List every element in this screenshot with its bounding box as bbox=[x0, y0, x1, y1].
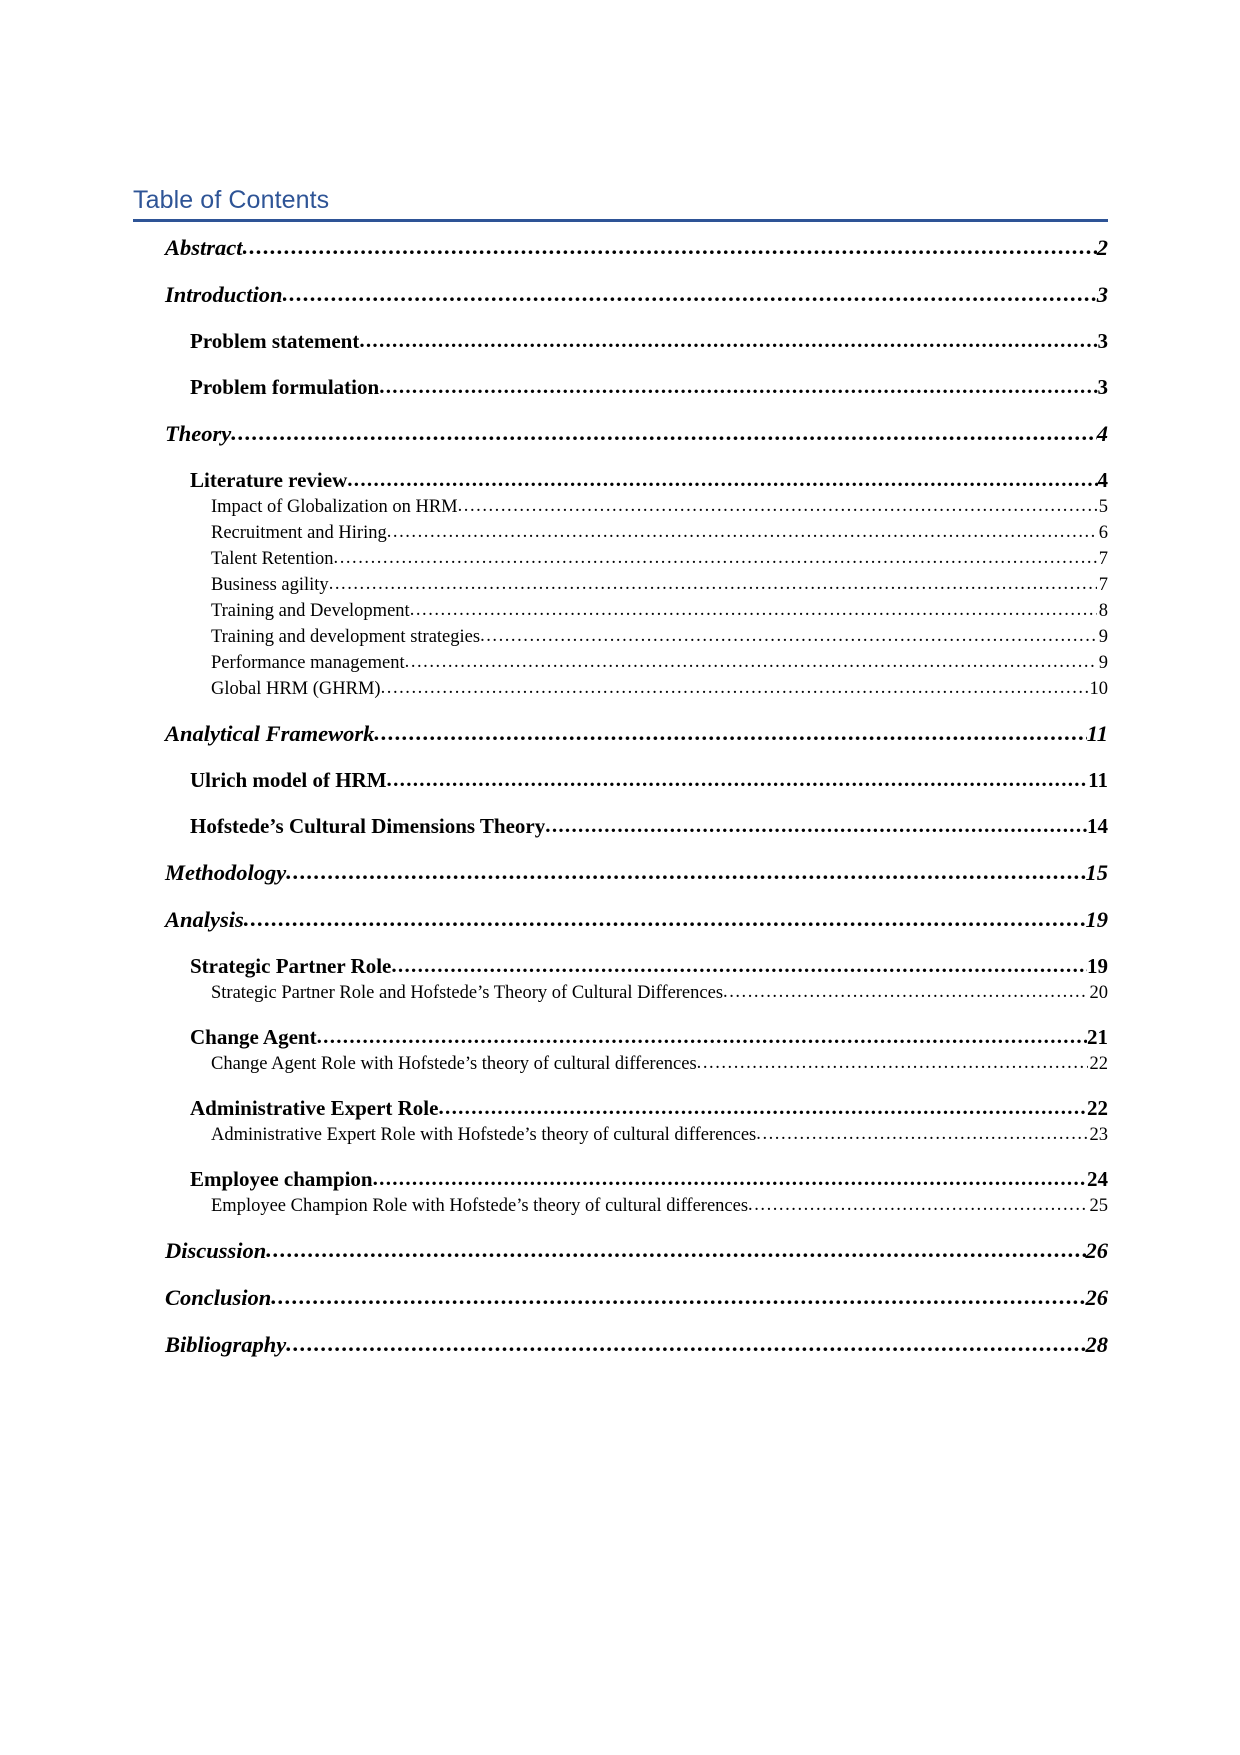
toc-entry[interactable] bbox=[165, 1238, 1108, 1264]
title-divider bbox=[133, 219, 1108, 222]
toc-entry[interactable] bbox=[190, 768, 1108, 793]
toc-leader-dots bbox=[329, 574, 1097, 595]
toc-entry-label: Recruitment and Hiring bbox=[211, 522, 387, 543]
toc-entry-label: Change Agent Role with Hofstede’s theory of cultural differences bbox=[211, 1053, 697, 1074]
toc-leader-dots bbox=[286, 859, 1085, 885]
toc-entry-page-number: 8 bbox=[1098, 600, 1108, 621]
toc-entry[interactable] bbox=[190, 375, 1108, 400]
toc-entry[interactable] bbox=[211, 1196, 1108, 1217]
toc-entry-page-number: 25 bbox=[1089, 1195, 1108, 1216]
toc-entry-label: Problem statement bbox=[190, 328, 360, 353]
toc-entry-label: Global HRM (GHRM) bbox=[211, 678, 381, 699]
toc-entry-page-number: 11 bbox=[1088, 767, 1108, 792]
toc-entry-label: Abstract bbox=[165, 234, 243, 260]
toc-leader-dots bbox=[317, 1024, 1087, 1049]
toc-entry-label: Theory bbox=[165, 420, 232, 446]
toc-entry-page-number: 3 bbox=[1096, 281, 1108, 307]
toc-leader-dots bbox=[334, 548, 1097, 569]
toc-entry-page-number: 3 bbox=[1097, 374, 1108, 399]
toc-entry-page-number: 6 bbox=[1098, 522, 1108, 543]
toc-entry-page-number: 14 bbox=[1087, 813, 1108, 838]
toc-entry-page-number: 5 bbox=[1098, 496, 1108, 517]
toc-entry-page-number: 24 bbox=[1087, 1166, 1108, 1191]
toc-leader-dots bbox=[545, 813, 1087, 838]
toc-entry-label: Analytical Framework bbox=[165, 720, 375, 746]
toc-entry-page-number: 19 bbox=[1087, 953, 1108, 978]
toc-entry[interactable] bbox=[211, 983, 1108, 1004]
toc-leader-dots bbox=[387, 522, 1097, 543]
toc-leader-dots bbox=[405, 652, 1097, 673]
toc-leader-dots bbox=[381, 678, 1088, 699]
toc-entry-page-number: 2 bbox=[1096, 234, 1108, 260]
toc-entry-label: Strategic Partner Role bbox=[190, 953, 392, 978]
toc-entry-label: Discussion bbox=[165, 1237, 267, 1263]
toc-entry[interactable] bbox=[190, 329, 1108, 354]
toc-leader-dots bbox=[410, 600, 1097, 621]
toc-entry-page-number: 26 bbox=[1085, 1284, 1108, 1310]
toc-entry-label: Training and development strategies bbox=[211, 626, 481, 647]
toc-entry-page-number: 7 bbox=[1098, 574, 1108, 595]
toc-leader-dots bbox=[231, 420, 1097, 446]
toc-entry[interactable] bbox=[211, 1054, 1108, 1075]
toc-entry[interactable] bbox=[190, 468, 1108, 493]
toc-entry-label: Training and Development bbox=[211, 600, 410, 621]
toc-leader-dots bbox=[723, 982, 1087, 1003]
toc-leader-dots bbox=[244, 906, 1086, 932]
toc-leader-dots bbox=[266, 1237, 1085, 1263]
toc-entry[interactable] bbox=[165, 860, 1108, 886]
toc-entry-page-number: 19 bbox=[1085, 906, 1108, 932]
toc-entry-page-number: 3 bbox=[1097, 328, 1108, 353]
toc-entry-page-number: 22 bbox=[1087, 1095, 1108, 1120]
toc-entry-label: Strategic Partner Role and Hofstede’s Theory of Cultural Differences bbox=[211, 982, 724, 1003]
toc-entry[interactable] bbox=[211, 601, 1108, 622]
toc-leader-dots bbox=[756, 1124, 1087, 1145]
toc-entry[interactable] bbox=[190, 1167, 1108, 1192]
toc-entry-page-number: 11 bbox=[1086, 720, 1108, 746]
toc-entry-label: Performance management bbox=[211, 652, 405, 673]
toc-entry[interactable] bbox=[211, 497, 1108, 518]
toc-entry[interactable] bbox=[211, 653, 1108, 674]
toc-entry-page-number: 26 bbox=[1085, 1237, 1108, 1263]
toc-entry-page-number: 28 bbox=[1085, 1331, 1108, 1357]
toc-leader-dots bbox=[438, 1095, 1087, 1120]
toc-entry-label: Problem formulation bbox=[190, 374, 380, 399]
toc-leader-dots bbox=[697, 1053, 1088, 1074]
toc-entry-page-number: 20 bbox=[1089, 982, 1108, 1003]
toc-entry-label: Impact of Globalization on HRM bbox=[211, 496, 458, 517]
toc-entry-label: Administrative Expert Role bbox=[190, 1095, 439, 1120]
toc-entry-label: Hofstede’s Cultural Dimensions Theory bbox=[190, 813, 546, 838]
toc-entry[interactable] bbox=[190, 1025, 1108, 1050]
toc-leader-dots bbox=[271, 1284, 1085, 1310]
toc-entry[interactable] bbox=[190, 814, 1108, 839]
toc-entry[interactable] bbox=[211, 575, 1108, 596]
page-title: Table of Contents bbox=[133, 186, 330, 214]
toc-entry-label: Literature review bbox=[190, 467, 348, 492]
toc-leader-dots bbox=[286, 1331, 1085, 1357]
toc-entry-label: Introduction bbox=[165, 281, 283, 307]
toc-entry-page-number: 7 bbox=[1098, 548, 1108, 569]
toc-entry[interactable] bbox=[190, 1096, 1108, 1121]
toc-entry[interactable] bbox=[165, 421, 1108, 447]
toc-entry-label: Business agility bbox=[211, 574, 329, 595]
toc-entry-page-number: 9 bbox=[1098, 626, 1108, 647]
toc-entry-label: Employee Champion Role with Hofstede’s theory of cultural differences bbox=[211, 1195, 749, 1216]
toc-entry-page-number: 4 bbox=[1097, 467, 1108, 492]
toc-leader-dots bbox=[379, 374, 1097, 399]
toc-leader-dots bbox=[373, 1166, 1087, 1191]
toc-entry[interactable] bbox=[211, 549, 1108, 570]
toc-entry-label: Ulrich model of HRM bbox=[190, 767, 387, 792]
toc-entry[interactable] bbox=[211, 523, 1108, 544]
toc-leader-dots bbox=[243, 234, 1097, 260]
toc-entry-page-number: 23 bbox=[1089, 1124, 1108, 1145]
toc-entry[interactable] bbox=[211, 679, 1108, 700]
toc-entry-page-number: 21 bbox=[1087, 1024, 1108, 1049]
toc-entry[interactable] bbox=[211, 627, 1108, 648]
toc-entry-page-number: 22 bbox=[1089, 1053, 1108, 1074]
toc-entry[interactable] bbox=[165, 282, 1108, 308]
toc-leader-dots bbox=[458, 496, 1097, 517]
toc-leader-dots bbox=[374, 720, 1086, 746]
toc-entry-page-number: 15 bbox=[1085, 859, 1108, 885]
toc-entry[interactable] bbox=[190, 954, 1108, 979]
table-of-contents bbox=[133, 186, 1108, 1358]
toc-entry[interactable] bbox=[165, 235, 1108, 261]
toc-leader-dots bbox=[387, 767, 1089, 792]
toc-entry-label: Employee champion bbox=[190, 1166, 373, 1191]
toc-entry[interactable] bbox=[165, 1332, 1108, 1358]
toc-entry-page-number: 10 bbox=[1089, 678, 1108, 699]
toc-entry-page-number: 4 bbox=[1096, 420, 1108, 446]
toc-entry-label: Administrative Expert Role with Hofstede’s theory of cultural differences bbox=[211, 1124, 757, 1145]
toc-entry-label: Conclusion bbox=[165, 1284, 272, 1310]
toc-entry[interactable] bbox=[165, 907, 1108, 933]
toc-leader-dots bbox=[347, 467, 1097, 492]
toc-leader-dots bbox=[748, 1195, 1087, 1216]
toc-entry-label: Talent Retention bbox=[211, 548, 334, 569]
toc-entry-label: Change Agent bbox=[190, 1024, 317, 1049]
toc-entry[interactable] bbox=[165, 721, 1108, 747]
toc-entry-list bbox=[133, 235, 1108, 1358]
toc-entry[interactable] bbox=[165, 1285, 1108, 1311]
toc-entry-label: Methodology bbox=[165, 859, 287, 885]
toc-entry[interactable] bbox=[211, 1125, 1108, 1146]
toc-entry-page-number: 9 bbox=[1098, 652, 1108, 673]
toc-leader-dots bbox=[359, 328, 1097, 353]
toc-leader-dots bbox=[283, 281, 1097, 307]
toc-leader-dots bbox=[391, 953, 1087, 978]
toc-entry-label: Analysis bbox=[165, 906, 244, 932]
toc-leader-dots bbox=[480, 626, 1097, 647]
toc-entry-label: Bibliography bbox=[165, 1331, 287, 1357]
